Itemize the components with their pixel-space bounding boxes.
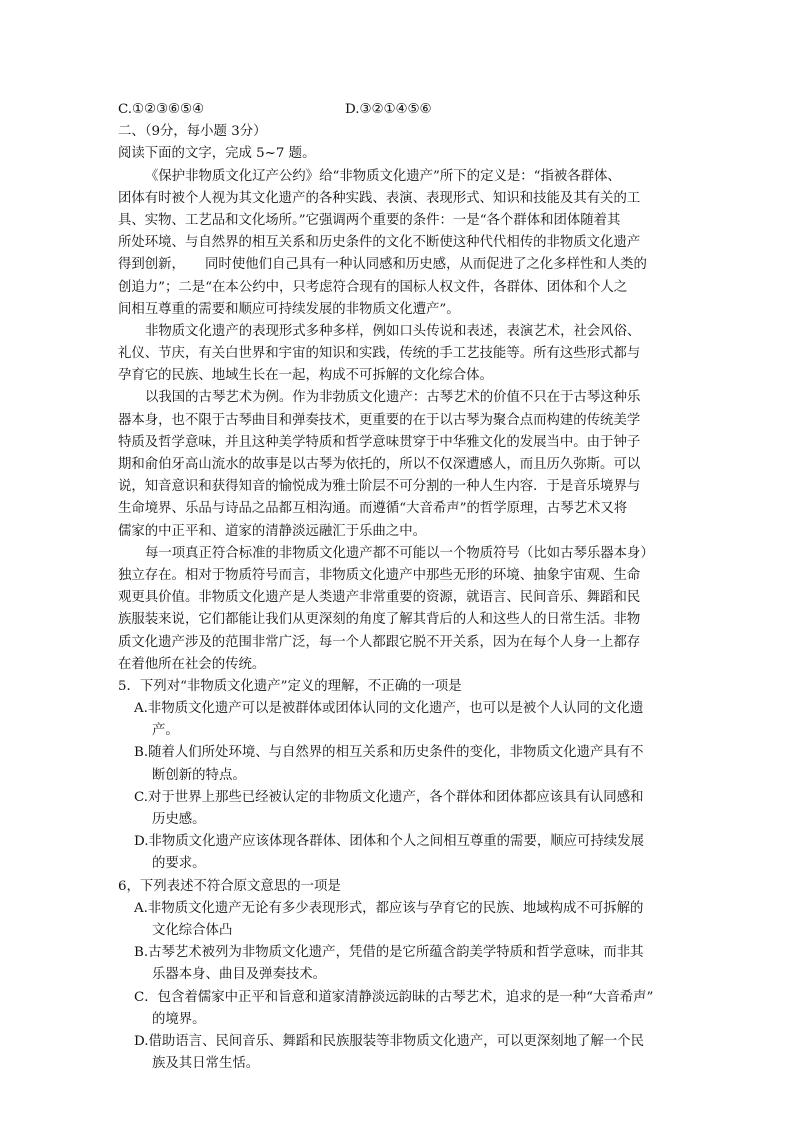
question-stem: 5．下列对“非物质文化遗产”定义的理解，不正确的一项是 (118, 678, 462, 694)
option-line: 的要求。 (152, 856, 206, 872)
passage-line: 期和俞伯牙高山流水的故事是以古琴为依托的，所以不仅深遭感人，而且历久弥斯。可以 (118, 457, 641, 472)
passage-line: 说，知音意识和获得知音的愉悦成为雅士阶层不可分割的一种人生内容．于是音乐境界与 (118, 479, 641, 495)
passage-line: 质文化遗产涉及的范围非常广泛，每一个人都跟它脱不开关系，因为在每个人身一上都存 (118, 634, 641, 650)
option-line: D.借助语言、民间音乐、舞蹈和民族服装等非物质文化遗产，可以更深刻地了解一个民 (134, 1033, 644, 1049)
passage-line: 器本身，也不限于古琴曲目和弹奏技术，更重要的在于以古琴为聚合点而构建的传统美学 (118, 412, 641, 428)
choice-c: C.①②③⑥⑤④ (118, 102, 205, 117)
passage-line: 孕育它的民族、地域生长在一起，构成不可拆解的文化综合体。 (118, 368, 493, 384)
passage-paragraph-3 (118, 387, 678, 542)
passage-line: 《保护非物质文化辽产公约》给“非物质文化遗产”所下的定义是：“指被各群体、 (145, 168, 621, 184)
passage-line: 独立存在。相对于物质符号而言，非物质文化遗产中那些无形的环境、抽象宇宙观、生命 (118, 567, 641, 583)
option-line: A.非物质文化遗产无论有多少表现形式，都应该与孕育它的民族、地域构成不可拆解的 (134, 900, 644, 916)
passage-line: 创追力”；二是“在本公约中，只考虑符合现有的国标人权文件，各群体、团体和个人之 (118, 279, 628, 295)
option-line: 的境界。 (152, 1011, 206, 1027)
passage (118, 166, 678, 676)
passage-line: 间相互尊重的需要和顺应可持续发展的非物质文化遭产”。 (118, 301, 460, 317)
question-option-c (118, 787, 678, 831)
option-line: B.随着人们所处环境、与自然界的相互关系和历史条件的变化，非物质文化遗产具有不 (134, 745, 644, 761)
option-line: 断创新的特点。 (152, 767, 246, 783)
option-line: 乐器本身、曲目及弹奏技术。 (152, 967, 327, 983)
passage-line: 非物质文化遗产的表现形式多种多样，例如口头传说和表述，表演艺术，社会风俗、 (145, 323, 641, 339)
passage-line: 具、实物、工艺品和文化场所。”它强调两个重要的条件：一是“各个群体和团体随着其 (118, 212, 621, 228)
question-option-d (118, 1031, 678, 1075)
previous-question-choices (118, 99, 678, 121)
option-line: 历史感。 (152, 812, 206, 827)
passage-line: 礼仪、节庆，有关白世界和宇宙的知识和实践，传统的手工艺技能等。所有这些形式都与 (118, 346, 641, 362)
passage-paragraph-4 (118, 543, 678, 676)
question-stem: 6，下列表述不符合原文意思的一项是 (118, 878, 341, 894)
passage-line: 生命境界、乐品与诗品之品都互相沟通。而遵循“大音希声”的哲学原理，古琴艺术又将 (118, 501, 628, 517)
choice-d: D.③②①④⑤⑥ (345, 102, 432, 117)
page-content (118, 99, 678, 1075)
question-option-b (118, 942, 678, 986)
passage-line: 观更具价值。非物质文化遗产是人类遗产非常重要的资源，就语言、民间音乐、舞蹈和民 (118, 590, 641, 606)
option-line: 族及其日常生恬。 (152, 1056, 260, 1072)
passage-line: 得到创新， 同时使他们自己具有一种认同感和历史感，从而促进了之化多样性和人类的 (118, 257, 647, 273)
question-option-a (118, 698, 678, 742)
option-line: B.古琴艺术被列为非物质文化遗产，凭借的是它所蕴含韵美学特质和哲学意味，而非其 (134, 945, 644, 961)
passage-line: 特质及哲学意味，并且这种美学特质和哲学意味贯穿于中华雅文化的发展当中。由于钟子 (118, 434, 641, 450)
option-line: 产。 (152, 723, 179, 739)
passage-line: 以我国的古琴艺术为例。作为非勃质文化遗产：古琴艺术的价值不只在于古琴这种乐 (145, 390, 641, 406)
question-option-a (118, 898, 678, 942)
option-line: C.对于世界上那些已经被认定的非物质文化遗产，各个群体和团体都应该具有认同感和 (134, 789, 644, 805)
question-6 (118, 876, 678, 1076)
passage-line: 儒家的中正平和、道家的清静淡远融汇于乐曲之中。 (118, 523, 426, 539)
passage-line: 每一项真正符合标准的非物质文化遗产都不可能以一个物质符号（比如古琴乐器本身） (145, 545, 654, 561)
question-option-c (118, 987, 678, 1031)
passage-paragraph-2 (118, 321, 678, 388)
option-line: A.非物质文化遗产可以是被群体或团体认同的文化遗产，也可以是被个人认同的文化遗 (134, 701, 644, 717)
passage-paragraph-1 (118, 166, 678, 321)
question-option-b (118, 742, 678, 786)
option-line: D.非物质文化遗产应该体现各群体、团体和个人之间相互尊重的需要，顺应可持续发展 (134, 834, 644, 850)
passage-line: 在着他所在社会的传统。 (118, 656, 266, 672)
passage-line: 团体有时被个人视为其文化遗产的各种实践、表演、表现形式、知识和技能及其有关的工 (118, 190, 641, 206)
question-option-d (118, 831, 678, 875)
passage-line: 族服装来说，它们都能让我们从更深刻的角度了解其背后的人和这些人的日常生活。非物 (118, 612, 641, 628)
option-line: C．包含着儒家中正平和旨意和道家清静淡远韵昧的古琴艺术，追求的是一种“大音希声” (134, 989, 654, 1005)
question-5 (118, 676, 678, 876)
section-title: 二、（9分，每小题 3分） (118, 124, 267, 140)
option-line: 文化综合体凸 (152, 922, 233, 938)
section-instruction: 阅读下面的文字，完成 5~7 题。 (118, 146, 316, 162)
passage-line: 所处环境、与自然界的相互关系和历史条件的文化不断使这种代代相传的非物质文化遗产 (118, 235, 641, 251)
